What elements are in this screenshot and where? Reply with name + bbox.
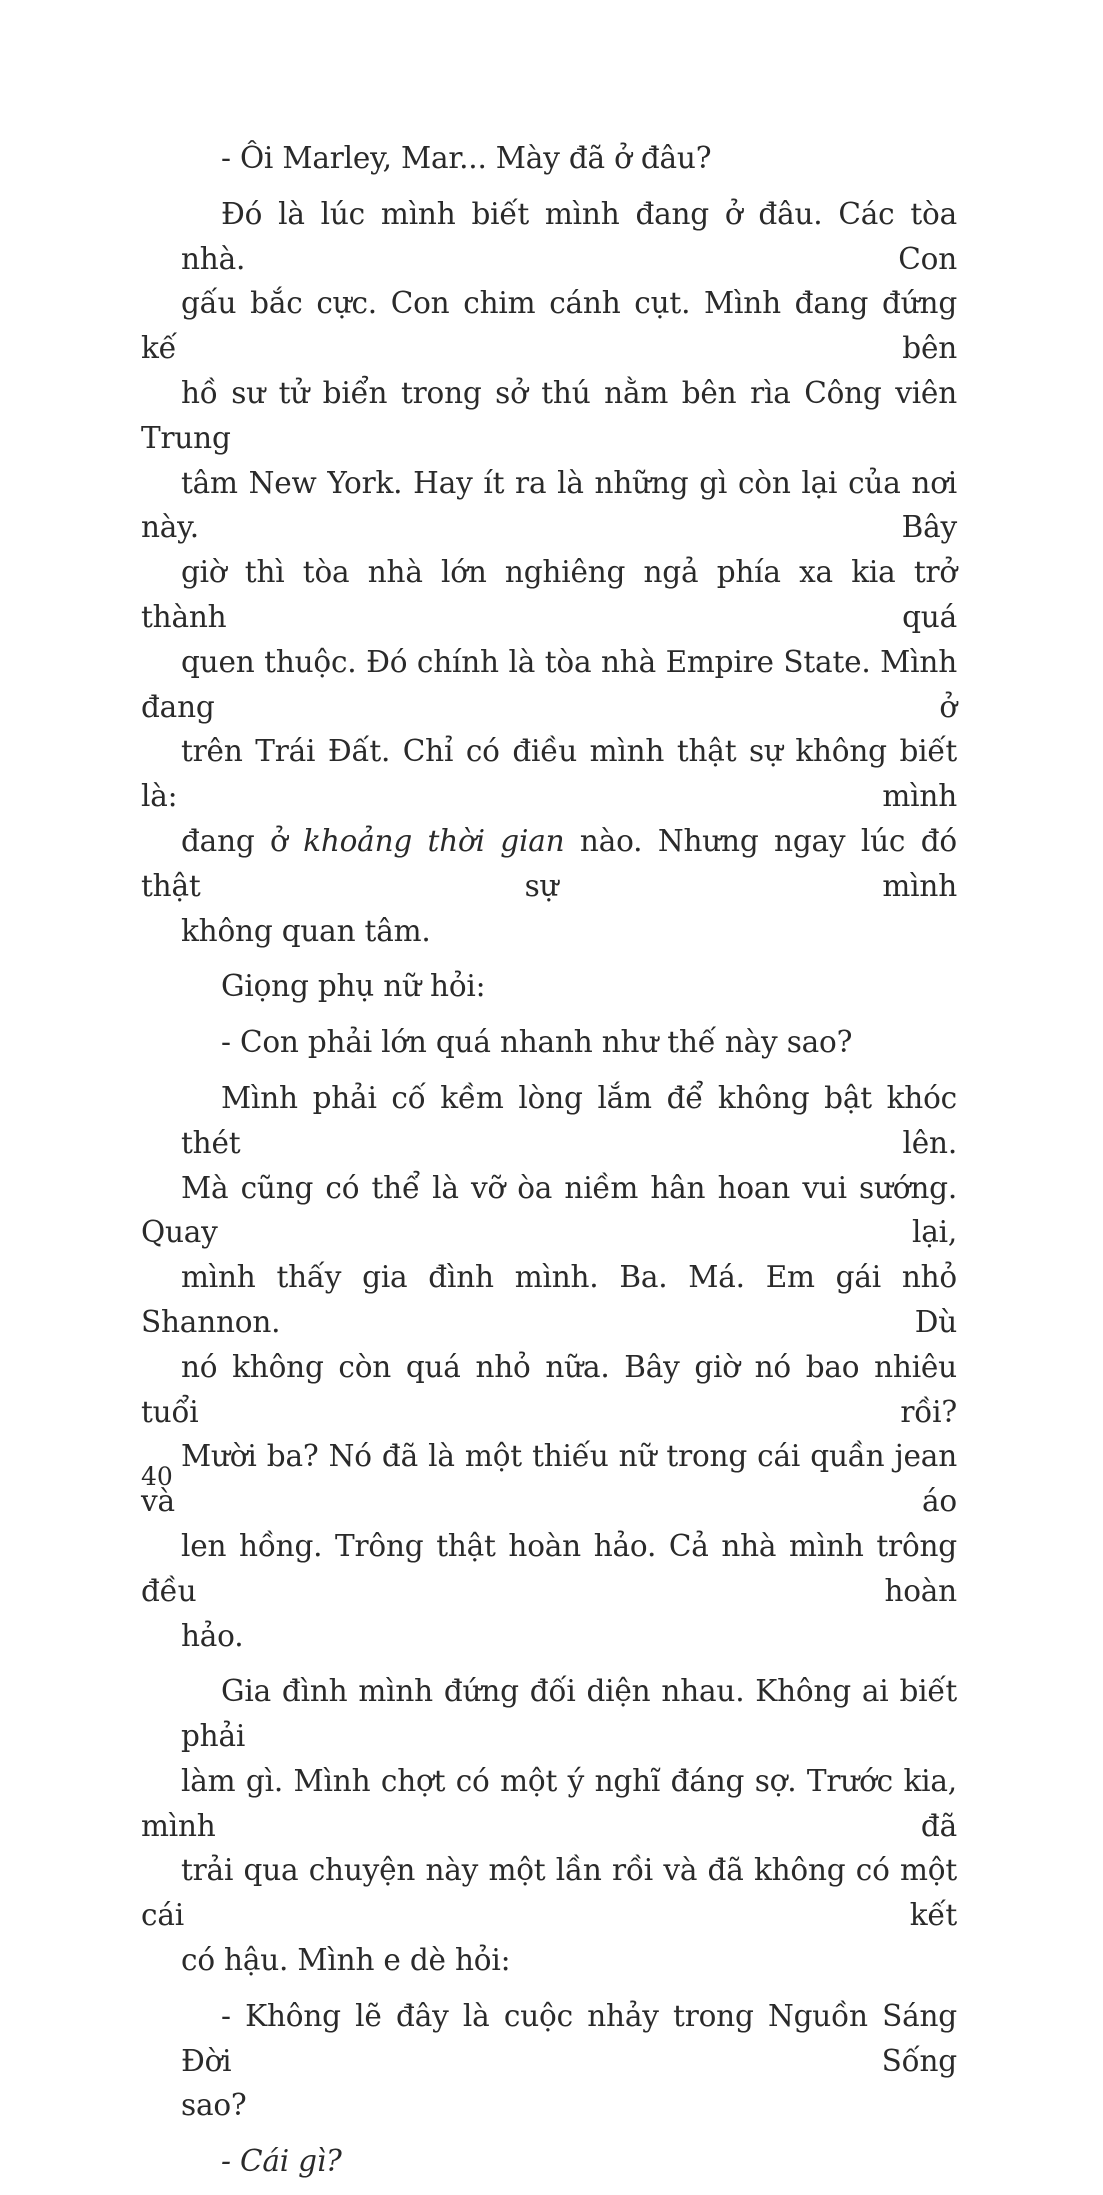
- text-line: - Con phải lớn quá nhanh như thế này sao?: [221, 1025, 853, 1060]
- text-line-with-emphasis: [141, 819, 957, 909]
- text-line: Đó là lúc mình biết mình đang ở đâu. Các tòa nhà. Con: [181, 196, 957, 276]
- text-line: Gia đình mình đứng đối diện nhau. Không ai biết phải: [181, 1674, 957, 1754]
- text-line: hồ sư tử biển trong sở thú nằm bên rìa Công viên Trung: [141, 375, 957, 455]
- text-line: len hồng. Trông thật hoàn hảo. Cả nhà mình trông đều hoàn: [141, 1528, 957, 1608]
- page-number: 40: [141, 1462, 173, 1491]
- text-line: [141, 2139, 957, 2184]
- paragraph-3: [141, 964, 957, 1009]
- paragraph-2: [141, 192, 957, 954]
- text-line: Mình phải cố kềm lòng lắm để không bật khóc thét lên.: [181, 1080, 957, 1160]
- text-line: sao?: [181, 2088, 247, 2123]
- paragraph-1: [141, 136, 957, 181]
- text-line: trên Trái Đất. Chỉ có điều mình thật sự không biết là: mình: [141, 734, 957, 814]
- paragraph-7: [141, 1994, 957, 2128]
- text-fragment: nào. Nhưng ngay lúc đó thật sự mình: [141, 823, 957, 903]
- paragraph-8: [141, 2139, 957, 2184]
- text-line: mình thấy gia đình mình. Ba. Má. Em gái nhỏ Shannon. Dù: [141, 1260, 957, 1339]
- text-line: trải qua chuyện này một lần rồi và đã không có một cái kết: [141, 1853, 957, 1933]
- text-line: Giọng phụ nữ hỏi:: [221, 969, 486, 1004]
- text-line: hảo.: [181, 1618, 244, 1653]
- text-line: - Không lẽ đây là cuộc nhảy trong Nguồn Sáng Đời Sống: [181, 1998, 957, 2078]
- text-line: nó không còn quá nhỏ nữa. Bây giờ nó bao nhiêu tuổi rồi?: [141, 1349, 957, 1429]
- text-line: không quan tâm.: [181, 913, 431, 948]
- text-line: làm gì. Mình chợt có một ý nghĩ đáng sợ. Trước kia, mình đã: [141, 1763, 957, 1843]
- emphasized-text: - Cái gì?: [221, 2144, 342, 2179]
- text-line: quen thuộc. Đó chính là tòa nhà Empire State. Mình đang ở: [141, 644, 957, 724]
- text-line: Mà cũng có thể là vỡ òa niềm hân hoan vui sướng. Quay lại,: [141, 1170, 957, 1250]
- emphasized-text: khoảng thời gian: [303, 823, 565, 858]
- body-text: [141, 136, 957, 2195]
- text-line: có hậu. Mình e dè hỏi:: [181, 1943, 511, 1978]
- text-line: Mười ba? Nó đã là một thiếu nữ trong cái quần jean và áo: [141, 1439, 957, 1519]
- paragraph-6: [141, 1669, 957, 1983]
- paragraph-5: [141, 1076, 957, 1658]
- text-fragment: đang ở: [181, 823, 304, 858]
- paragraph-4: [141, 1020, 957, 1065]
- text-line: gấu bắc cực. Con chim cánh cụt. Mình đang đứng kế bên: [141, 286, 957, 366]
- text-line: tâm New York. Hay ít ra là những gì còn lại của nơi này. Bây: [141, 465, 957, 545]
- text-line: giờ thì tòa nhà lớn nghiêng ngả phía xa kia trở thành quá: [141, 555, 957, 634]
- text-line: - Ôi Marley, Mar... Mày đã ở đâu?: [221, 141, 712, 175]
